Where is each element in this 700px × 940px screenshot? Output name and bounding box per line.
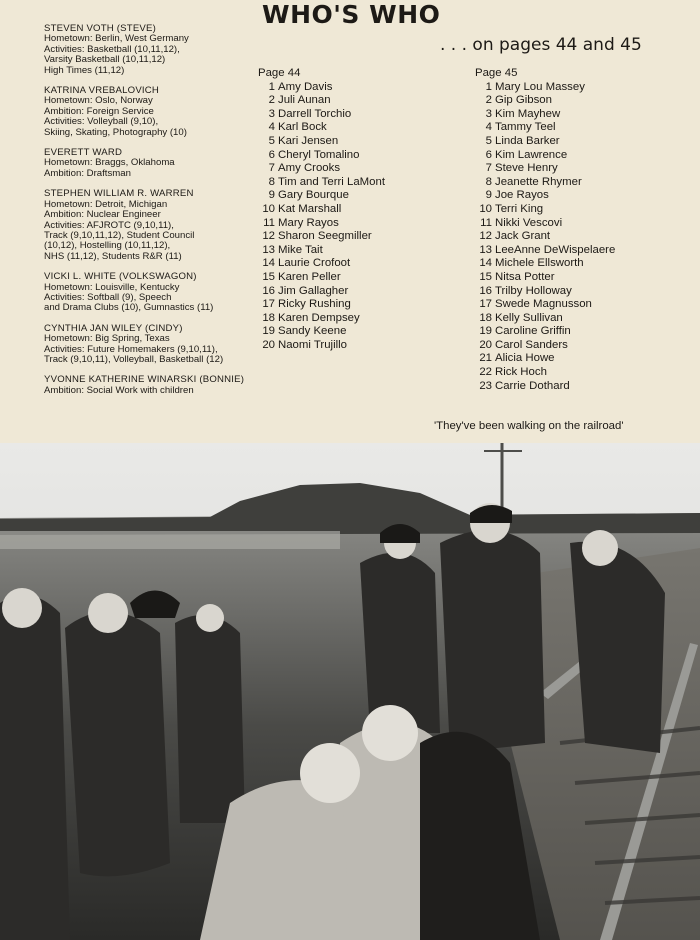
entry-name: Gary Bourque [278,189,349,202]
person-entry [258,230,385,244]
person-entry [475,162,615,176]
bio-line: Ambition: Social Work with children [44,384,194,396]
entry-name: Cheryl Tomalino [278,148,360,161]
entry-number: 16 [479,284,492,297]
railroad-group-photo [0,443,700,940]
bio-name: YVONNE KATHERINE WINARSKI (BONNIE) [44,374,245,386]
entry-name: Mike Tait [278,243,323,256]
entry-name: Sharon Seegmiller [278,230,372,243]
bio-entry [44,324,258,366]
entry-name: Nikki Vescovi [495,216,563,229]
person-entry [258,176,385,190]
entry-name: Amy Davis [278,80,333,93]
entry-name: Mary Rayos [278,216,339,229]
person-entry [475,121,615,135]
bio-line: and Drama Clubs (10), Gumnastics (11) [44,302,214,314]
person-entry [258,81,385,95]
bio-line: Ambition: Nuclear Engineer [44,209,161,221]
bio-line: Hometown: Oslo, Norway [44,95,153,107]
entry-number: 19 [262,325,275,338]
entry-name: Carol Sanders [495,338,568,351]
person-entry [258,244,385,258]
entry-number: 8 [268,175,275,188]
entry-number: 6 [268,148,275,161]
person-entry [258,325,385,339]
entry-number: 18 [479,311,492,324]
entry-name: Caroline Griffin [495,325,571,338]
entry-name: Karl Bock [278,121,327,134]
entry-number: 11 [480,216,492,229]
person-entry [258,162,385,176]
person-entry [475,230,615,244]
bio-line: Activities: AFJROTC (9,10,11), [44,219,174,231]
entry-name: Kim Lawrence [495,148,568,161]
entry-name: Trilby Holloway [495,284,572,297]
person-entry [258,217,385,231]
person-entry [475,325,615,339]
entry-name: Juli Aunan [278,94,331,107]
bio-entry [44,189,258,262]
entry-number: 6 [485,148,492,161]
bio-line: Track (9,10,11), Volleyball, Basketball (12) [44,353,224,365]
entry-number: 21 [479,352,492,365]
entry-number: 9 [485,189,492,202]
entry-name: Swede Magnusson [495,298,592,311]
person-entry [475,217,615,231]
bio-line: High Times (11,12) [44,64,125,76]
person-entry [475,189,615,203]
photo-caption: 'They've been walking on the railroad' [434,420,624,432]
entry-number: 9 [268,189,275,202]
bio-name: KATRINA VREBALOVICH [44,85,160,97]
bio-line: Activities: Volleyball (9,10), [44,116,159,128]
bio-line: NHS (11,12), Students R&R (11) [44,250,182,262]
person-entry [258,189,385,203]
person-entry [475,298,615,312]
bio-line: Activities: Basketball (10,11,12), [44,43,180,55]
entry-number: 4 [485,121,492,134]
person-entry [258,149,385,163]
entry-number: 3 [268,107,275,120]
bio-entry [44,86,258,138]
bio-name: EVERETT WARD [44,147,123,159]
entry-number: 1 [485,80,492,93]
entry-name: LeeAnne DeWispelaere [495,243,616,256]
entry-number: 10 [262,202,275,215]
page-45-entries [475,81,615,394]
person-entry [475,380,615,394]
person-entry [475,271,615,285]
person-entry [475,312,615,326]
entry-number: 10 [479,202,492,215]
person-entry [475,203,615,217]
person-entry [258,271,385,285]
entry-number: 7 [268,162,275,175]
entry-name: Kelly Sullivan [495,311,563,324]
person-entry [475,366,615,380]
entry-name: Rick Hoch [495,366,547,379]
entry-number: 23 [479,379,492,392]
person-entry [475,352,615,366]
person-entry [475,285,615,299]
entry-number: 13 [479,243,492,256]
entry-number: 20 [262,338,275,351]
entry-name: Steve Henry [495,162,558,175]
bio-entry [44,272,258,314]
person-entry [475,176,615,190]
person-entry [258,285,385,299]
senior-bios [44,24,258,406]
bio-line: Ambition: Foreign Service [44,105,154,117]
entry-name: Karen Peller [278,270,341,283]
entry-number: 12 [479,230,492,243]
entry-number: 20 [479,338,492,351]
page-44-list [258,67,385,352]
entry-name: Kat Marshall [278,202,342,215]
bio-line: Hometown: Louisville, Kentucky [44,281,180,293]
entry-name: Tammy Teel [495,121,556,134]
bio-name: VICKI L. WHITE (VOLKSWAGON) [44,271,197,283]
bio-name: CYNTHIA JAN WILEY (CINDY) [44,322,183,334]
entry-number: 5 [485,134,492,147]
page-subtitle: . . . on pages 44 and 45 [440,35,642,55]
entry-number: 15 [479,270,492,283]
bio-entry [44,148,258,179]
entry-name: Karen Dempsey [278,311,360,324]
person-entry [475,244,615,258]
page-45-list [475,67,615,393]
person-entry [258,203,385,217]
page-title: WHO'S WHO [262,0,441,29]
person-entry [475,94,615,108]
entry-name: Terri King [495,202,544,215]
page-44-label: Page 44 [258,67,301,79]
person-entry [475,108,615,122]
entry-number: 17 [262,298,275,311]
entry-name: Nitsa Potter [495,270,555,283]
bio-line: (10,12), Hostelling (10,11,12), [44,240,171,252]
entry-number: 8 [485,175,492,188]
page-45-label: Page 45 [475,67,518,79]
bio-entry [44,375,258,396]
person-entry [258,312,385,326]
person-entry [475,149,615,163]
bio-line: Hometown: Big Spring, Texas [44,333,170,345]
person-entry [475,339,615,353]
bio-entry [44,24,258,76]
entry-number: 11 [263,216,275,229]
bio-name: STEPHEN WILLIAM R. WARREN [44,188,194,200]
entry-name: Jim Gallagher [278,284,349,297]
person-entry [258,108,385,122]
bio-line: Ambition: Draftsman [44,167,131,179]
entry-name: Ricky Rushing [278,298,351,311]
entry-name: Mary Lou Massey [495,80,585,93]
bio-line: Activities: Softball (9), Speech [44,291,172,303]
entry-number: 12 [262,230,275,243]
entry-number: 14 [262,257,275,270]
person-entry [475,135,615,149]
entry-name: Sandy Keene [278,325,347,338]
person-entry [475,257,615,271]
entry-name: Carrie Dothard [495,379,570,392]
person-entry [258,121,385,135]
person-entry [475,81,615,95]
person-entry [258,298,385,312]
bio-line: Varsity Basketball (10,11,12) [44,54,166,66]
bio-line: Hometown: Berlin, West Germany [44,33,189,45]
entry-name: Michele Ellsworth [495,257,584,270]
entry-name: Tim and Terri LaMont [278,175,385,188]
bio-line: Hometown: Detroit, Michigan [44,198,168,210]
entry-name: Alicia Howe [495,352,555,365]
person-entry [258,257,385,271]
entry-name: Laurie Crofoot [278,257,351,270]
entry-name: Kim Mayhew [495,107,561,120]
entry-name: Naomi Trujillo [278,338,347,351]
bio-name: STEVEN VOTH (STEVE) [44,23,157,34]
entry-number: 19 [479,325,492,338]
entry-number: 14 [479,257,492,270]
bio-line: Hometown: Braggs, Oklahoma [44,157,175,169]
bio-line: Activities: Future Homemakers (9,10,11), [44,343,218,355]
page-44-entries [258,81,385,353]
entry-number: 16 [262,284,275,297]
bio-line: Track (9,10,11,12), Student Council [44,229,195,241]
entry-number: 4 [268,121,275,134]
bio-line: Skiing, Skating, Photography (10) [44,126,187,138]
entry-name: Amy Crooks [278,162,341,175]
entry-number: 17 [479,298,492,311]
entry-number: 5 [268,134,275,147]
entry-name: Jeanette Rhymer [495,175,582,188]
entry-name: Joe Rayos [495,189,549,202]
entry-number: 3 [485,107,492,120]
entry-number: 22 [479,366,492,379]
entry-name: Linda Barker [495,134,560,147]
entry-number: 13 [262,243,275,256]
entry-number: 18 [262,311,275,324]
entry-name: Kari Jensen [278,134,339,147]
entry-number: 2 [485,94,492,107]
entry-name: Darrell Torchio [278,107,352,120]
entry-number: 15 [262,270,275,283]
person-entry [258,339,385,353]
entry-number: 1 [268,80,275,93]
entry-name: Gip Gibson [495,94,552,107]
entry-number: 7 [485,162,492,175]
entry-name: Jack Grant [495,230,551,243]
person-entry [258,94,385,108]
entry-number: 2 [268,94,275,107]
person-entry [258,135,385,149]
